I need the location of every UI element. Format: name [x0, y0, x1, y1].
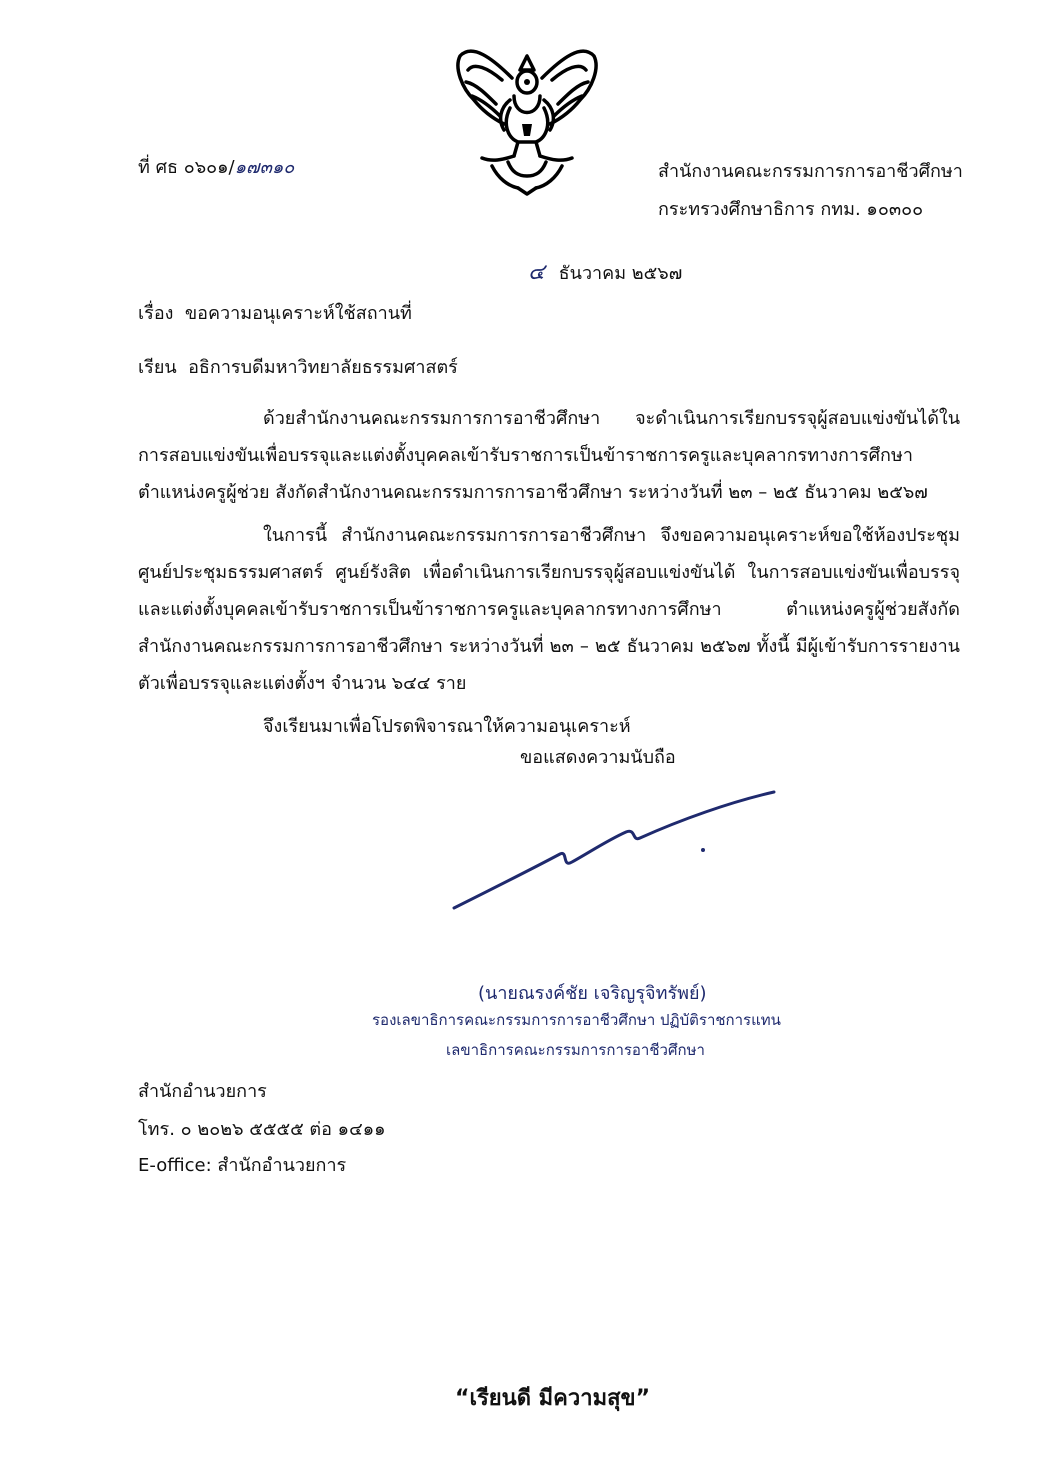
recipient-line: [138, 352, 458, 381]
footer-motto: “เรียนดี มีความสุข”: [455, 1386, 651, 1411]
signature-icon: [440, 780, 790, 920]
date-day-handwritten: ๔: [528, 260, 545, 285]
letter-body: [138, 400, 960, 745]
reference-prefix: ที่ ศธ ๐๖๐๑/: [138, 157, 235, 178]
body-paragraph-2: ในการนี้ สำนักงานคณะกรรมการการอาชีวศึกษา จึงขอความอนุเคราะห์ขอใช้ห้องประชุมศูนย์ประชุมธรรมศาสตร์ ศูนย์รังสิต เพื่อดำเนินการเรียกบรรจุผู้สอบแข่งขันได้ ในการสอบแข่งขันเพื่อบรรจุและแต่งตั้งบุคคลเข้ารับราชการเป็นข้าราชการครูและบุคลากรทางการศึกษา ตำแหน่งครูผู้ช่วยสังกัดสำนักงานคณะกรรมการการอาชีวศึกษา ระหว่างวันที่ ๒๓ – ๒๕ ธันวาคม ๒๕๖๗ ทั้งนี้ มีผู้เข้ารับการรายงานตัวเพื่อบรรจุและแต่งตั้งฯ จำนวน ๖๔๔ ราย: [138, 525, 960, 694]
office-line-1: สำนักงานคณะกรรมการการอาชีวศึกษา: [658, 161, 963, 182]
closing-salutation: ขอแสดงความนับถือ: [520, 747, 676, 768]
signatory-title-2: เลขาธิการคณะกรรมการการอาชีวศึกษา: [446, 1041, 705, 1059]
body-paragraph-1: ด้วยสำนักงานคณะกรรมการการอาชีวศึกษา จะดำเนินการเรียกบรรจุผู้สอบแข่งขันได้ในการสอบแข่งขันเพื่อบรรจุและแต่งตั้งบุคคลเข้ารับราชการเป็นข้าราชการครูและบุคลากรทางการศึกษา ตำแหน่งครูผู้ช่วย สังกัดสำนักงานคณะกรรมการการอาชีวศึกษา ระหว่างวันที่ ๒๓ – ๒๕ ธันวาคม ๒๕๖๗: [138, 408, 960, 503]
contact-eoffice: E-office: สำนักอำนวยการ: [138, 1155, 347, 1176]
subject-text: ขอความอนุเคราะห์ใช้สถานที่: [184, 303, 412, 324]
recipient-text: อธิการบดีมหาวิทยาลัยธรรมศาสตร์: [188, 357, 458, 378]
signatory-name: (นายณรงค์ชัย เจริญรุจิทรัพย์): [478, 983, 707, 1004]
contact-unit: สำนักอำนวยการ: [138, 1081, 267, 1102]
office-line-2: กระทรวงศึกษาธิการ กทม. ๑๐๓๐๐: [658, 199, 924, 220]
body-paragraph-3: จึงเรียนมาเพื่อโปรดพิจารณาให้ความอนุเคราะห์: [263, 716, 631, 737]
recipient-label: เรียน: [138, 357, 177, 378]
letter-date: [528, 254, 682, 289]
reference-number: [138, 152, 294, 181]
subject-label: เรื่อง: [138, 303, 174, 324]
contact-phone: โทร. ๐ ๒๐๒๖ ๕๕๕๕ ต่อ ๑๔๑๑: [138, 1119, 386, 1140]
signatory-title-1: รองเลขาธิการคณะกรรมการการอาชีวศึกษา ปฏิบัติราชการแทน: [372, 1011, 781, 1029]
date-month-year: ธันวาคม ๒๕๖๗: [558, 263, 683, 284]
subject-line: [138, 298, 412, 327]
garuda-emblem-icon: [452, 38, 602, 198]
garuda-emblem: [452, 38, 602, 198]
signature: [440, 780, 790, 920]
reference-handwritten-number: ๑๗๓๑๐: [234, 157, 295, 178]
